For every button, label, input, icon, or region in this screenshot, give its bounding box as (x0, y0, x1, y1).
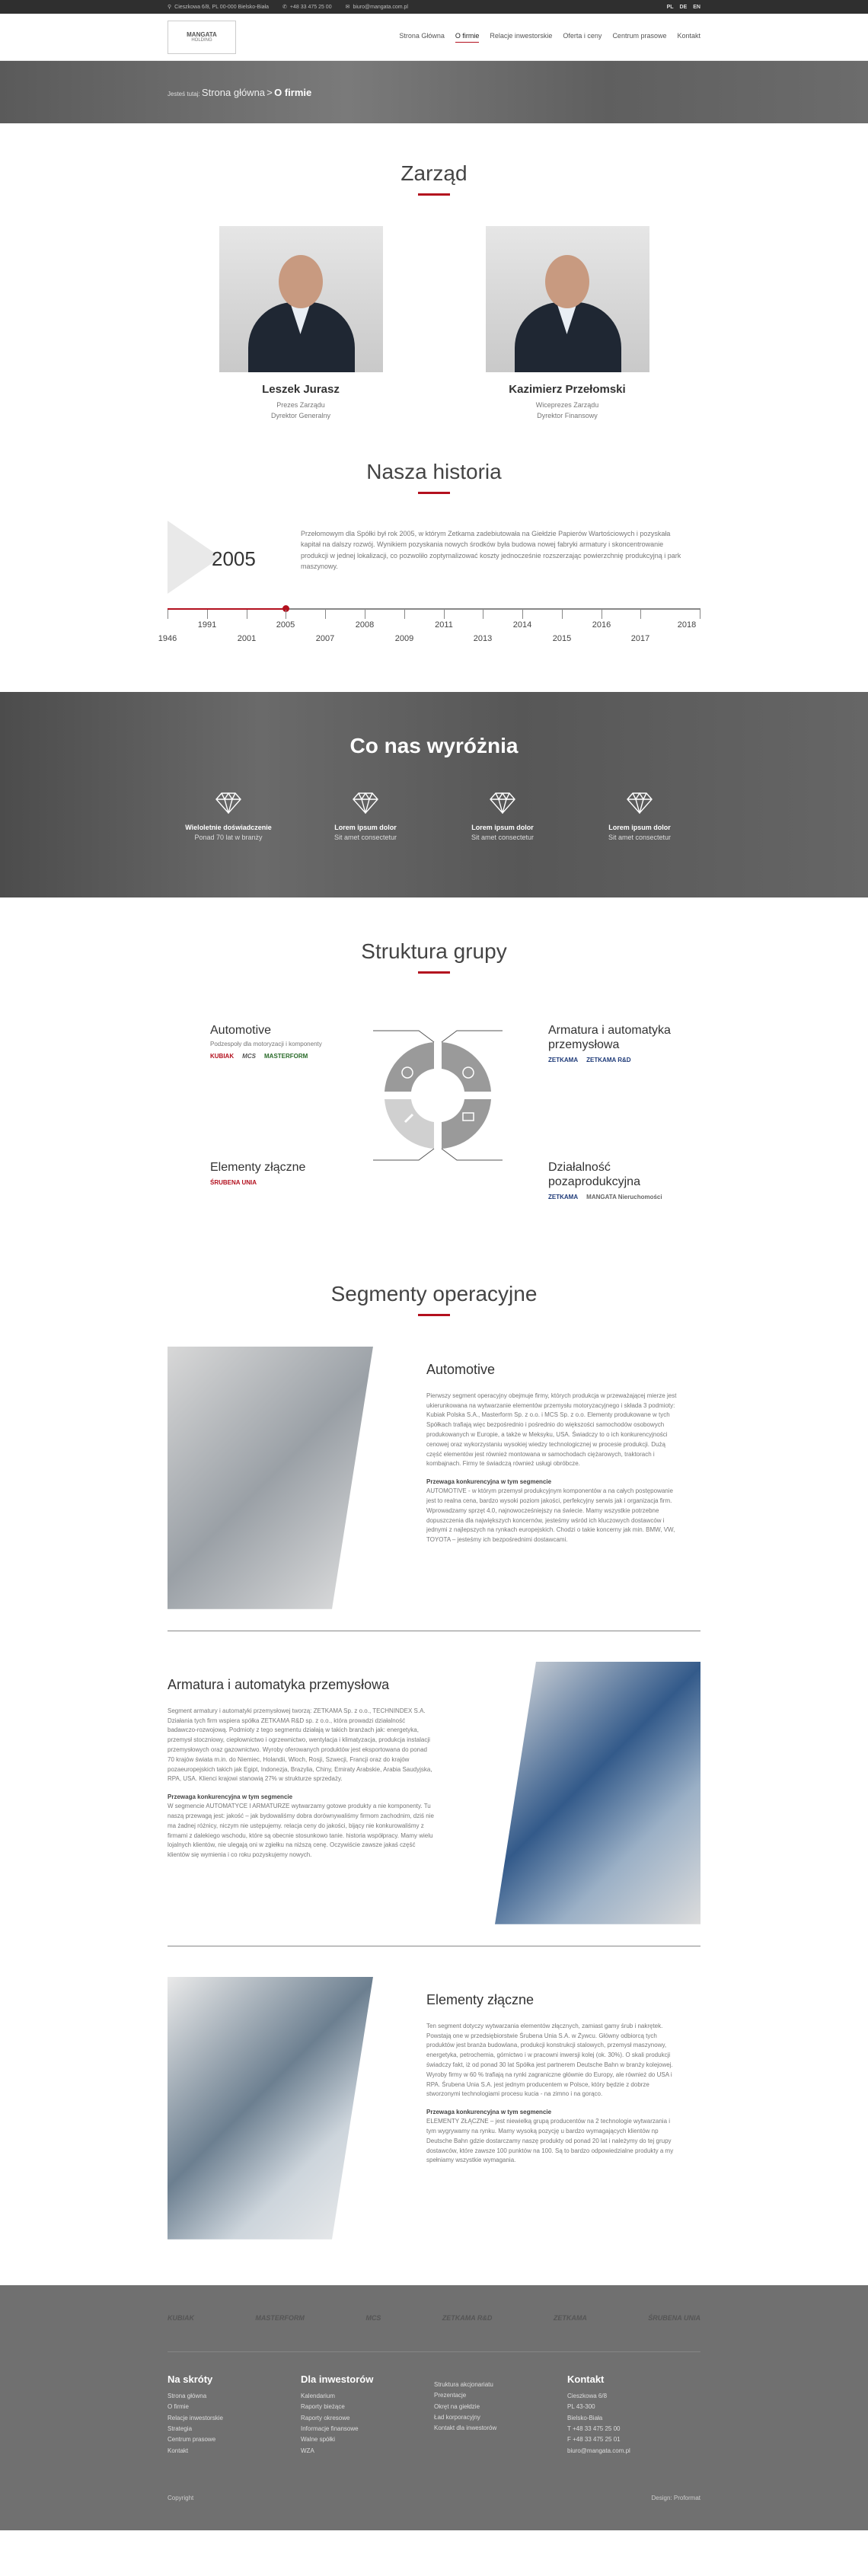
feature-title: Wieloletnie doświadczenie (185, 823, 272, 831)
footer-logo[interactable]: ZETKAMA R&D (442, 2314, 493, 2323)
lang-de[interactable]: DE (679, 4, 688, 10)
person-role: Wiceprezes Zarządu (535, 401, 599, 409)
mail-icon: ✉ (345, 5, 350, 10)
timeline-year[interactable]: 2018 (677, 620, 697, 630)
feature-item (171, 792, 286, 841)
nav-press[interactable]: Centrum prasowe (612, 32, 667, 40)
footer-logo[interactable]: MCS (365, 2314, 381, 2323)
footer-link[interactable]: O firmie (168, 2403, 189, 2411)
timeline-year[interactable]: 1946 (158, 633, 177, 643)
footer-link[interactable]: Kalendarium (301, 2392, 335, 2399)
distinguish-title: Co nas wyróżnia (349, 733, 519, 757)
site-logo[interactable] (168, 21, 236, 54)
segment-text: Segment armatury i automatyki przemysłowej tworzą: ZETKAMA Sp. z o.o., TECHNINDEX S.A. Działania tych firm wspiera spółka ZETKAMA R&D sp. z o.o., która prowadzi działalność badawczo-rozwojową. Podmioty z tego segmentu działają w takich branżach jak: energetyka, przemysł stoczniowy, ciepłownictwo i ogrzewnictwo, wentylacja i klimatyzacja, produkcja instalacji przemysłowych oraz gazownictwo. Wyroby oferowanych produktów jest eksportowana do ponad 70 krajów świata m.in. do Niemiec, Holandii, Wloch, Rosji, Szwecji, Francji oraz do krajów pozaeuropejskich takich jak Egipt, Indonezja, Brazylia, Chiny, Emiraty Arabskie, Arabia Saudyjska, RPA, USA. Klienci krajowi stanowią 27% w strukturze sprzedaży. (168, 1707, 432, 1783)
structure-block-elements (210, 1160, 332, 1187)
footer-col-title: Kontakt (567, 2373, 605, 2385)
segment-image (168, 1347, 373, 1609)
phone-text[interactable]: +48 33 475 25 00 (289, 4, 332, 10)
distinguish-section (0, 692, 868, 897)
feature-sub: Ponad 70 lat w branży (194, 833, 263, 841)
structure-section (168, 897, 700, 1255)
board-section (168, 123, 700, 422)
mcs-logo[interactable]: MCS (242, 1053, 256, 1060)
lang-pl[interactable]: PL (666, 4, 674, 10)
title-underline (418, 193, 450, 196)
footer-link[interactable]: Informacje finansowe (301, 2425, 359, 2432)
diamond-icon (215, 792, 242, 814)
feature-title: Lorem ipsum dolor (608, 823, 671, 831)
segment-item (168, 1977, 700, 2240)
feature-title: Lorem ipsum dolor (471, 823, 534, 831)
segment-title: Armatura i automatyka przemysłowa (168, 1676, 390, 1692)
footer-logos (168, 2285, 700, 2352)
segments-section (168, 1255, 700, 2240)
footer (0, 2285, 868, 2530)
timeline-year[interactable]: 2013 (473, 633, 493, 643)
segment-title: Elementy złączne (426, 1991, 535, 2007)
timeline-year[interactable]: 2009 (394, 633, 414, 643)
footer-link[interactable]: Struktura akcjonariatu (434, 2380, 493, 2388)
title-underline (418, 492, 450, 494)
history-year: 2005 (212, 547, 256, 570)
structure-block-title: Automotive (210, 1023, 272, 1037)
person-name: Kazimierz Przełomski (509, 383, 626, 396)
segment-title: Automotive (426, 1361, 496, 1377)
timeline-year[interactable]: 2015 (552, 633, 572, 643)
timeline-year[interactable]: 2017 (630, 633, 650, 643)
footer-col-investors (301, 2374, 434, 2456)
title-underline (418, 1314, 450, 1316)
footer-contact-line[interactable]: T +48 33 475 25 00 (567, 2425, 621, 2432)
person-role: Dyrektor Generalny (270, 412, 331, 420)
feature-title: Lorem ipsum dolor (334, 823, 397, 831)
person-card (486, 226, 649, 422)
footer-link[interactable]: Ład korporacyjny (434, 2413, 480, 2421)
diamond-icon (489, 792, 516, 814)
timeline-year[interactable]: 2008 (355, 620, 375, 630)
footer-link[interactable]: WZA (301, 2447, 314, 2454)
breadcrumb-home[interactable]: Strona główna (201, 86, 266, 98)
breadcrumb (168, 87, 311, 98)
segment-text: Pierwszy segment operacyjny obejmuje firmy, których produkcja w przeważającej mierze jest ukierunkowana na wytwarzanie elementów przemysłu motoryzacyjnego i składa 3 podmioty: Kubiak Polska S.A., Masterform Sp. z o.o. i MCS Sp. z o.o. Elementy produkowane w tych Spółkach trafiają więc bezpośrednio i pośrednio do większości samochodów osobowych produkowanych w Europie, a także w Meksyku, USA. Świadczy to o ich konkurencyjności cenowej oraz wykorzystaniu wysokiej wiedzy technologicznej w procesie produkcji. Dużą część elementów jest również montowana w samochodach ciężarowych, traktorach i kombajnach. Firmy te świadczą również usługi obróbcze. (426, 1392, 677, 1468)
history-section (158, 422, 700, 646)
footer-col-title: Dla inwestorów (301, 2373, 374, 2385)
segment-non-production[interactable] (442, 1099, 491, 1149)
footer-col-contact (567, 2374, 700, 2456)
nav-investors[interactable]: Relacje inwestorskie (490, 32, 553, 40)
footer-contact-line: Bielsko-Biała (567, 2414, 603, 2421)
phone-icon: ✆ (282, 5, 287, 10)
footer-link[interactable]: Relacje inwestorskie (168, 2414, 223, 2421)
timeline-year[interactable]: 2016 (592, 620, 611, 630)
email-link[interactable]: biuro@mangata.com.pl (353, 4, 408, 10)
main-nav (399, 32, 700, 43)
segment-text: Ten segment dotyczy wytwarzania elementów złącznych, zamiast gamy śrub i nakrętek. Powstają one w przedsiębiorstwie Śrubena Unia S.A. w Żywcu. Główny odbiorcą tych produktów jest branża budowlana, produkcji konstrukcji stalowych, przemysł maszynowy, energetyka, petrochemia, górnictwo i w pracowni inwersji kolej (ok. 30%). O skali produkcji świadczy fakt, iż od ponad 30 lat Spółka jest partnerem Deutsche Bahn w branży kolejowej. Wyroby firmy w 60 % trafiają na rynki zagraniczne głównie do Europy, ale również do USA i RPA. Śrubena Unia S.A. jest jednym producentem w Polsce, który będzie z dobrze stworzonymi technologiami procesu kucia - na zimno i na gorąco. (426, 2022, 673, 2098)
email-item[interactable] (346, 4, 408, 10)
structure-block-non-production (548, 1160, 693, 1201)
footer-link[interactable]: Raporty bieżące (301, 2403, 345, 2411)
structure-block-sub: Podzespoły dla motoryzacji i komponenty (210, 1040, 322, 1047)
timeline-year[interactable]: 2011 (435, 620, 453, 630)
zetkama-rd-logo[interactable]: ZETKAMA R&D (586, 1057, 631, 1064)
footer-link[interactable]: Kontakt dla inwestorów (434, 2425, 497, 2432)
structure-block-armatura (548, 1023, 678, 1064)
feature-sub: Sit amet consectetur (471, 833, 535, 841)
footer-link[interactable]: Prezentacje (434, 2392, 467, 2399)
segment-armatura[interactable] (442, 1042, 491, 1092)
year-arrow (168, 521, 259, 593)
footer-col-shortcuts (168, 2374, 301, 2456)
feature-item (445, 792, 560, 841)
footer-link[interactable]: Walne spółki (301, 2436, 336, 2444)
title-underline (418, 971, 450, 974)
feature-item (308, 792, 423, 841)
srubena-logo[interactable]: ŚRUBENA UNIA (210, 1178, 257, 1186)
history-title: Nasza historia (366, 459, 502, 483)
kubiak-logo[interactable]: KUBIAK (210, 1053, 235, 1060)
structure-block-title: Działalność pozaprodukcyjna (548, 1160, 640, 1188)
breadcrumb-prefix: Jesteś tutaj: (168, 90, 200, 97)
feature-sub: Sit amet consectetur (333, 833, 397, 841)
breadcrumb-current: O firmie (274, 86, 312, 98)
copyright: Copyright (168, 2494, 194, 2501)
footer-logo[interactable]: ZETKAMA (553, 2314, 587, 2323)
zetkama-logo[interactable]: ZETKAMA (548, 1057, 579, 1064)
timeline (158, 601, 700, 646)
zetkama-logo[interactable]: ZETKAMA (548, 1194, 579, 1201)
timeline-year[interactable]: 1991 (197, 620, 217, 630)
structure-block-automotive (210, 1023, 332, 1060)
address-item (168, 4, 269, 10)
footer-contact-line: F +48 33 475 25 01 (567, 2436, 621, 2444)
footer-link[interactable]: Strategia (168, 2425, 193, 2432)
person-photo (219, 226, 383, 372)
structure-block-title: Armatura i automatyka przemysłowa (548, 1023, 671, 1051)
footer-contact-line: Cieszkowa 6/8 (567, 2392, 608, 2399)
footer-logo[interactable]: ŚRUBENA UNIA (648, 2314, 700, 2323)
nav-home[interactable]: Strona Główna (399, 32, 445, 40)
person-photo (486, 226, 649, 372)
segment-image (168, 1977, 373, 2240)
segment-item (168, 1662, 700, 1924)
diamond-icon (352, 792, 379, 814)
board-title: Zarząd (400, 161, 468, 185)
feature-item (582, 792, 697, 841)
segment-automotive[interactable] (385, 1042, 434, 1092)
footer-link[interactable]: Raporty okresowe (301, 2414, 350, 2421)
logo-line2: HOLDING (191, 38, 212, 43)
person-name: Leszek Jurasz (262, 383, 340, 396)
top-bar (0, 0, 868, 14)
breadcrumb-separator: > (266, 86, 273, 98)
hero-banner (0, 61, 868, 123)
header (0, 14, 868, 61)
group-structure-wheel (373, 1027, 503, 1210)
footer-link[interactable]: Kontakt (168, 2447, 189, 2454)
structure-title: Struktura grupy (361, 939, 507, 963)
diamond-icon (626, 792, 653, 814)
timeline-year[interactable]: 2001 (237, 633, 257, 643)
logo-line1: MANGATA (187, 30, 217, 38)
structure-block-title: Elementy złączne (210, 1160, 306, 1174)
language-switcher (667, 5, 700, 10)
footer-logo[interactable]: MASTERFORM (255, 2314, 305, 2323)
segment-advantage-title: Przewaga konkurencyjna w tym segmencie (426, 2109, 552, 2116)
segment-image (495, 1662, 700, 1924)
footer-col-title: Na skróty (168, 2373, 213, 2385)
footer-col-investors-more (434, 2374, 567, 2456)
footer-link[interactable]: Okręt na giełdzie (434, 2402, 480, 2410)
segment-advantage-text: ELEMENTY ZŁĄCZNE – jest niewielką grupą producentów na 2 technologie wytwarzania i tym wygrywamy na rynku. Mamy wysoką pozycję u bardzo wymagających klientów np Deutsche Bahn gdzie dostarczamy naszę produkty od ponad 20 lat i należymy do tej grupy dostawców, które zawsze 100 punktów na 100. Są to bardzo odpowiedzialne produkty a my spełniamy wszystkie wymagania. (426, 2118, 674, 2164)
segment-advantage-title: Przewaga konkurencyjna w tym segmencie (168, 1793, 293, 1801)
timeline-year[interactable]: 2007 (315, 633, 335, 643)
mangata-logo[interactable]: MANGATA Nieruchomości (586, 1194, 662, 1201)
lang-en[interactable]: EN (693, 4, 700, 10)
timeline-year[interactable]: 2005 (276, 620, 295, 630)
footer-email-link[interactable]: biuro@mangata.com.pl (567, 2447, 630, 2454)
address-text: Cieszkowa 6/8, PL 00-000 Bielsko-Biała (174, 4, 270, 10)
nav-about[interactable]: O firmie (455, 32, 480, 43)
history-text: Przełomowym dla Spółki był rok 2005, w którym Zetkama zadebiutowała na Giełdzie Papierów Wartościowych i pozyskała kapitał na dalszy rozwój. Wynikiem pozyskania nowych środków była budowa nowej fabryki armatury i skoncentrowanie produkcji w jednej lokalizacji, co pozwoliło zoptymalizować koszty jednocześnie rozszerzając powierzchnię produkcyjną i park maszynowy. (301, 529, 681, 570)
person-role: Prezes Zarządu (276, 401, 325, 409)
masterform-logo[interactable]: MASTERFORM (264, 1053, 308, 1060)
feature-sub: Sit amet consectetur (608, 833, 672, 841)
person-card (219, 226, 383, 422)
design-credit[interactable]: Design: Proformat (651, 2494, 700, 2501)
footer-link[interactable]: Strona główna (168, 2392, 207, 2399)
nav-offer[interactable]: Oferta i ceny (563, 32, 602, 40)
footer-link[interactable]: Centrum prasowe (168, 2436, 216, 2444)
segments-title: Segmenty operacyjne (330, 1281, 538, 1306)
nav-contact[interactable]: Kontakt (677, 32, 700, 40)
phone-item[interactable] (282, 4, 332, 10)
person-role: Dyrektor Finansowy (537, 412, 598, 420)
footer-logo[interactable]: KUBIAK (168, 2314, 194, 2323)
footer-contact-line: PL 43-300 (567, 2403, 595, 2411)
pin-icon: ⚲ (168, 5, 172, 10)
timeline-year[interactable]: 2014 (512, 620, 532, 630)
segment-item (168, 1347, 700, 1609)
segment-advantage-text: W segmencie AUTOMATYCE I ARMATURZE wytwarzamy gotowe produkty a nie komponenty. Tu naszą przewagą jest: jakość – jak bydowaliśmy dobra dorównywaliśmy firmom zachodnim, dziś nie ma żadnej różnicy, niczym nie ustępujemy. relacja ceny do jakości, bijący nie konkurowaliśmy z firmami z dalekiego wschodu, które są obecnie stosunkowo tanie. historia współpracy. Mamy wielu lojalnych klientów, nie ulegają oni w zgiełku na niższą cenę. Oczywiście zawsze jakaś część klientów się wymienia i co roku pozyskujemy nowych. (168, 1803, 434, 1859)
segment-advantage-text: AUTOMOTIVE - w którym przemysł produkcyjnym komponentów a na całych postępowanie jest to realna cena, bardzo wysoki poziom jakości, perfekcyjny serwis jak i organizacja firm. Wprowadzamy sprzęt 4.0, najnowocześniejszy na świecie. Mamy wszystkie potrzebne dopuszczenia dla największych koncernów, jesteśmy wśród ich kluczowych dostawców i jednymi z najlepszych na rynkach europejskich. Chodzi o takie koncerny jak min. BMW, VW, TOYOTA – jesteśmy ich bezpośrednimi dostawcami. (426, 1487, 675, 1544)
timeline-progress (168, 608, 286, 610)
segment-elements[interactable] (385, 1099, 434, 1149)
segment-advantage-title: Przewaga konkurencyjna w tym segmencie (426, 1478, 552, 1486)
